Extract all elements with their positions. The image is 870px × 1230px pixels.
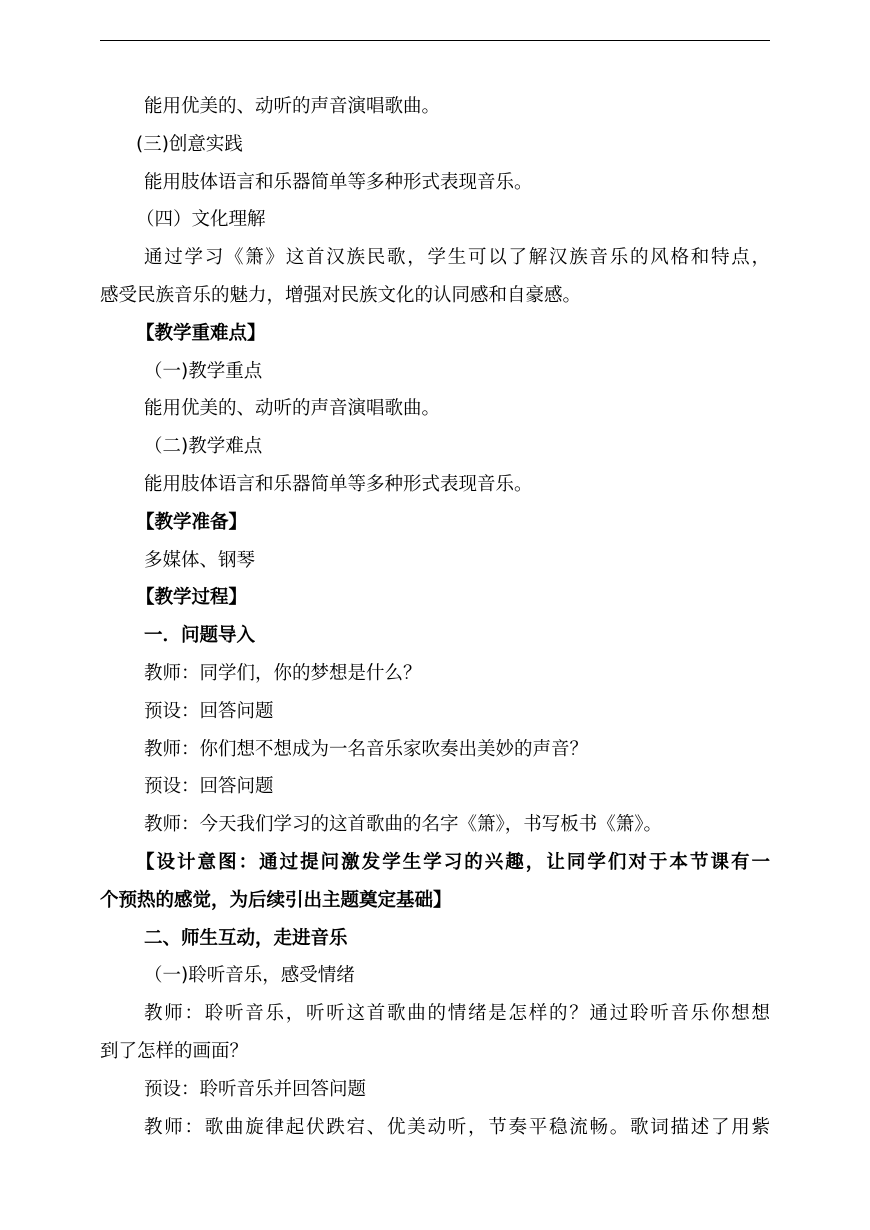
section-heading: （四）文化理解 [136, 209, 266, 231]
paragraph: 预设：聆听音乐并回答问题 [144, 1078, 367, 1100]
paragraph-continuation: 到了怎样的画面？ [100, 1040, 249, 1062]
document-body [100, 88, 770, 1146]
paragraph: 教师：歌曲旋律起伏跌宕、优美动听，节奏平稳流畅。歌词描述了用紫 [144, 1116, 770, 1138]
paragraph: 能用肢体语言和乐器简单等多种形式表现音乐。 [144, 473, 533, 495]
paragraph: 教师：你们想不想成为一名音乐家吹奏出美妙的声音？ [144, 738, 589, 760]
subsection-heading: （二)教学难点 [144, 436, 263, 458]
paragraph-continuation: 感受民族音乐的魅力，增强对民族文化的认同感和自豪感。 [100, 284, 582, 306]
subsection-heading: （一)教学重点 [144, 360, 263, 382]
header-rule [100, 40, 770, 41]
paragraph: 教师：今天我们学习的这首歌曲的名字《箫》，书写板书《箫》。 [144, 814, 663, 836]
paragraph: 预设：回答问题 [144, 700, 274, 722]
section-heading: 二、师生互动，走进音乐 [144, 927, 348, 949]
section-heading: (三)创意实践 [136, 133, 243, 155]
section-heading: 【教学过程】 [136, 587, 248, 609]
design-intent-continuation: 个预热的感觉，为后续引出主题奠定基础】 [100, 889, 452, 911]
paragraph: 通过学习《箫》这首汉族民歌，学生可以了解汉族音乐的风格和特点， [144, 247, 770, 269]
paragraph: 教师：聆听音乐，听听这首歌曲的情绪是怎样的？通过聆听音乐你想想 [144, 1003, 770, 1025]
paragraph: 多媒体、钢琴 [144, 549, 256, 571]
section-heading: 一．问题导入 [144, 625, 256, 647]
paragraph: 能用肢体语言和乐器简单等多种形式表现音乐。 [144, 171, 533, 193]
paragraph: 预设：回答问题 [144, 776, 274, 798]
paragraph: 教师：同学们，你的梦想是什么？ [144, 662, 422, 684]
design-intent: 【设计意图：通过提问激发学生学习的兴趣，让同学们对于本节课有一 [136, 851, 770, 873]
paragraph: 能用优美的、动听的声音演唱歌曲。 [144, 398, 441, 420]
section-heading: 【教学重难点】 [136, 322, 266, 344]
subsection-heading: （一)聆听音乐，感受情绪 [144, 965, 355, 987]
paragraph: 能用优美的、动听的声音演唱歌曲。 [144, 96, 441, 117]
section-heading: 【教学准备】 [136, 511, 248, 533]
